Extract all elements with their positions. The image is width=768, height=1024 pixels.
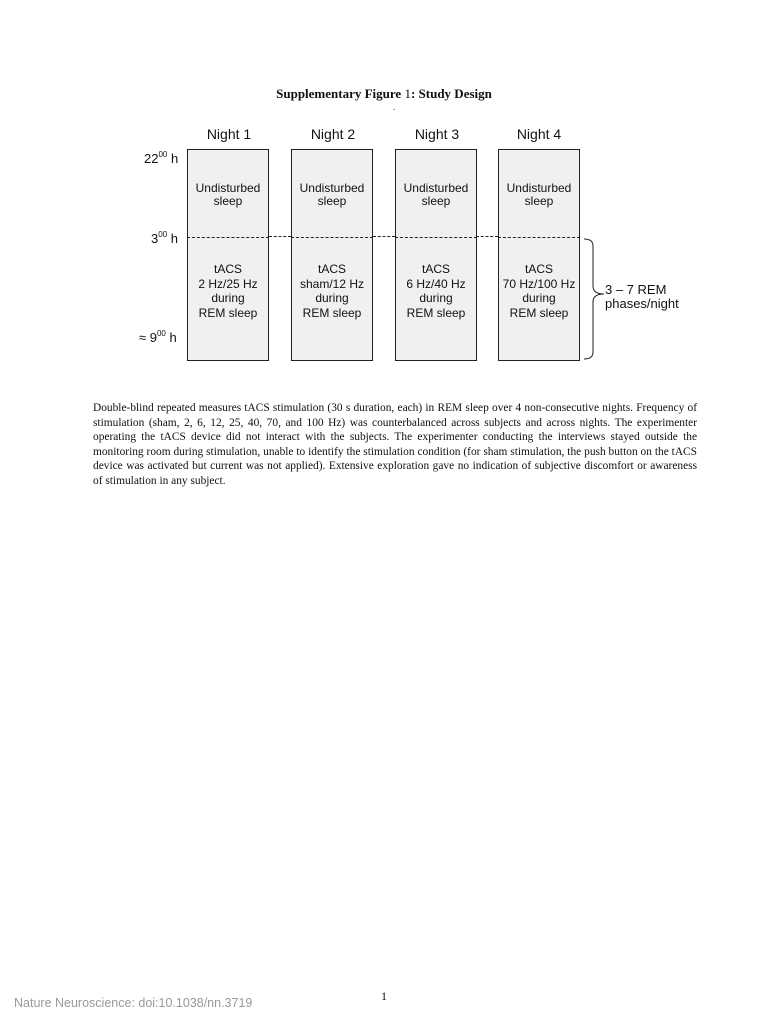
text-line: sham/12 Hz — [299, 276, 365, 291]
text-line: 2 Hz/25 Hz — [198, 276, 258, 291]
stimulation-label — [390, 262, 482, 320]
rem-phases-label — [605, 283, 679, 311]
text-line: Undisturbed — [506, 181, 572, 195]
time-base: 22 — [144, 151, 159, 166]
night-label-1: Night 1 — [206, 126, 252, 142]
text-line: during — [522, 291, 556, 305]
rem-label-line: 3 – 7 REM — [605, 282, 667, 297]
text-line: tACS — [213, 262, 242, 276]
time-sup: 00 — [158, 150, 168, 159]
text-line: sleep — [524, 194, 554, 208]
text-line: during — [315, 291, 349, 305]
undisturbed-sleep-label — [286, 182, 378, 208]
text-line: tACS — [421, 262, 450, 276]
text-line: during — [419, 291, 453, 305]
figure-dot: . — [393, 102, 396, 112]
time-base: 9 — [149, 330, 157, 345]
text-line: Undisturbed — [403, 181, 469, 195]
night-label-3: Night 3 — [414, 126, 460, 142]
text-line: REM sleep — [302, 305, 362, 320]
time-label-9h — [139, 329, 177, 345]
undisturbed-sleep-label — [493, 182, 585, 208]
night-box-4 — [498, 149, 580, 361]
time-suffix: h — [167, 151, 179, 166]
text-line: 6 Hz/40 Hz — [406, 276, 466, 291]
dash-gap-1 — [269, 236, 291, 237]
stimulation-label — [182, 262, 274, 320]
stimulation-label — [493, 262, 585, 320]
text-line: 70 Hz/100 Hz — [502, 276, 576, 291]
footer-doi: Nature Neuroscience: doi:10.1038/nn.3719 — [14, 996, 253, 1010]
time-sup: 00 — [156, 329, 166, 338]
text-line: sleep — [421, 194, 451, 208]
text-line: during — [211, 291, 245, 305]
text-line: Undisturbed — [195, 181, 261, 195]
text-line: Undisturbed — [299, 181, 365, 195]
stimulation-label — [286, 262, 378, 320]
text-line: sleep — [213, 194, 243, 208]
dash-gap-2 — [373, 236, 395, 237]
time-suffix: h — [165, 330, 177, 345]
dashed-divider — [498, 237, 580, 238]
text-line: REM sleep — [406, 305, 466, 320]
figure-title-label: Supplementary Figure — [276, 86, 402, 101]
figure-title-text: : Study Design — [410, 86, 492, 101]
night-box-1 — [187, 149, 269, 361]
rem-label-line: phases/night — [605, 296, 679, 311]
night-label-2: Night 2 — [310, 126, 356, 142]
text-line: REM sleep — [198, 305, 258, 320]
time-label-22h — [144, 150, 178, 166]
text-line: tACS — [317, 262, 346, 276]
text-line: sleep — [317, 194, 347, 208]
dashed-divider — [291, 237, 373, 238]
time-prefix: ≈ — [139, 330, 150, 345]
time-sup: 00 — [158, 230, 168, 239]
text-line: tACS — [524, 262, 553, 276]
night-box-2 — [291, 149, 373, 361]
undisturbed-sleep-label — [182, 182, 274, 208]
figure-title — [0, 86, 768, 102]
undisturbed-sleep-label — [390, 182, 482, 208]
time-base: 3 — [151, 231, 159, 246]
text-line: REM sleep — [509, 305, 569, 320]
time-label-3h — [151, 230, 178, 246]
dashed-divider — [187, 237, 269, 238]
time-suffix: h — [167, 231, 178, 246]
night-box-3 — [395, 149, 477, 361]
dash-gap-3 — [476, 236, 498, 237]
curly-brace-icon — [583, 238, 607, 360]
dashed-divider — [395, 237, 477, 238]
page-number: 1 — [381, 989, 387, 1003]
figure-caption: Double-blind repeated measures tACS stimulation (30 s duration, each) in REM sleep over 4 non-consecutive nights. Frequency of stimulation (sham, 2, 6, 12, 25, 40, 70, and 100 Hz) was counterbalanced across subjects and across nights. The experimenter operating the tACS device did not interact with the subjects. The experimenter conducting the interviews stayed outside the monitoring room during stimulation, unable to identify the stimulation condition (for sham stimulation, the push button on the tACS device was activated but current was not applied). Extensive exploration gave no indication of subjective discomfort or awareness of stimulation in any subject. — [93, 402, 697, 487]
night-label-4: Night 4 — [516, 126, 562, 142]
figure-title-number: 1 — [404, 86, 411, 101]
